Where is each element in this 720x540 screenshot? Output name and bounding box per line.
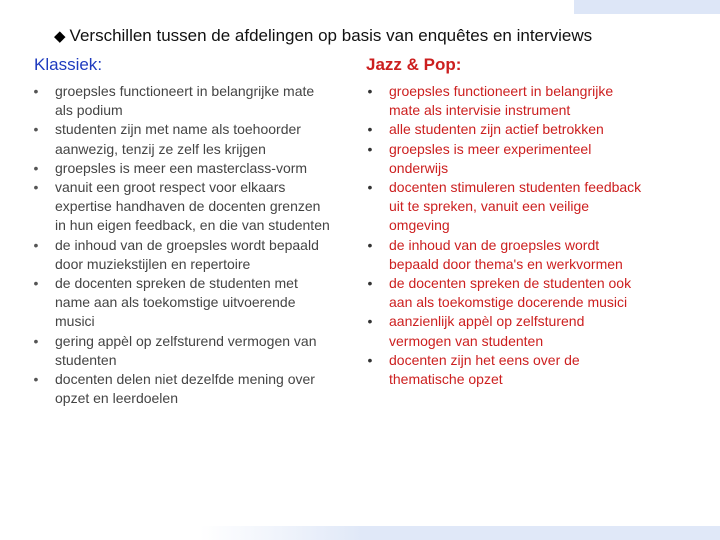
list-item: • aanzienlijk appèl op zelfsturend vermogen van studenten: [364, 312, 644, 350]
list-item: • studenten zijn met name als toehoorder aanwezig, tenzij ze zelf les krijgen: [30, 120, 330, 158]
bullet-dot-icon: •: [367, 275, 373, 292]
list-item: • de inhoud van de groepsles wordt bepaald door thema's en werkvormen: [364, 236, 644, 274]
bullet-dot-icon: •: [367, 236, 373, 253]
heading-jazz-pop: Jazz & Pop:: [366, 55, 462, 74]
bullet-dot-icon: •: [33, 371, 39, 388]
decorative-band-top: [574, 0, 720, 14]
list-item: • de docenten spreken de studenten ook aan als toekomstige docerende musici: [364, 274, 644, 312]
heading-klassiek-text: Klassiek: [34, 55, 98, 74]
bullet-dot-icon: •: [33, 179, 39, 196]
bullet-dot-icon: •: [367, 313, 373, 330]
list-item: • groepsles functioneert in belangrijke mate als podium: [30, 82, 330, 120]
bullet-dot-icon: •: [33, 121, 39, 138]
list-item: • docenten zijn het eens over de thematische opzet: [364, 351, 644, 389]
jazz-pop-list: [364, 82, 644, 389]
klassiek-list: [30, 82, 330, 408]
diamond-bullet-icon: ◆: [54, 28, 66, 45]
list-item: • gering appèl op zelfsturend vermogen van studenten: [30, 332, 330, 370]
bullet-dot-icon: •: [33, 275, 39, 292]
bullet-dot-icon: •: [367, 179, 373, 196]
list-item: • docenten stimuleren studenten feedback uit te spreken, vanuit een veilige omgeving: [364, 178, 644, 236]
slide-title: [54, 26, 592, 46]
heading-klassiek-colon: :: [97, 55, 103, 74]
list-item: • groepsles is meer experimenteel onderwijs: [364, 140, 644, 178]
list-item: • groepsles functioneert in belangrijke mate als intervisie instrument: [364, 82, 644, 120]
list-item: • docenten delen niet dezelfde mening over opzet en leerdoelen: [30, 370, 330, 408]
list-item: • alle studenten zijn actief betrokken: [364, 120, 644, 139]
bullet-dot-icon: •: [33, 332, 39, 349]
bullet-dot-icon: •: [33, 236, 39, 253]
list-item: • de docenten spreken de studenten met name aan als toekomstige uitvoerende musici: [30, 274, 330, 332]
bullet-dot-icon: •: [33, 159, 39, 176]
heading-klassiek: [34, 55, 102, 75]
bullet-dot-icon: •: [33, 83, 39, 99]
slide-title-text: Verschillen tussen de afdelingen op basis van enquêtes en interviews: [69, 26, 593, 45]
decorative-band-bottom: [0, 526, 720, 540]
list-item: • de inhoud van de groepsles wordt bepaald door muziekstijlen en repertoire: [30, 236, 330, 274]
list-item: • groepsles is meer een masterclass-vorm: [30, 159, 330, 178]
bullet-dot-icon: •: [367, 140, 373, 157]
bullet-dot-icon: •: [367, 121, 373, 138]
list-item: • vanuit een groot respect voor elkaars expertise handhaven de docenten grenzen in hun eigen feedback, en die van studenten: [30, 178, 330, 236]
bullet-dot-icon: •: [367, 351, 373, 368]
bullet-dot-icon: •: [367, 83, 373, 99]
